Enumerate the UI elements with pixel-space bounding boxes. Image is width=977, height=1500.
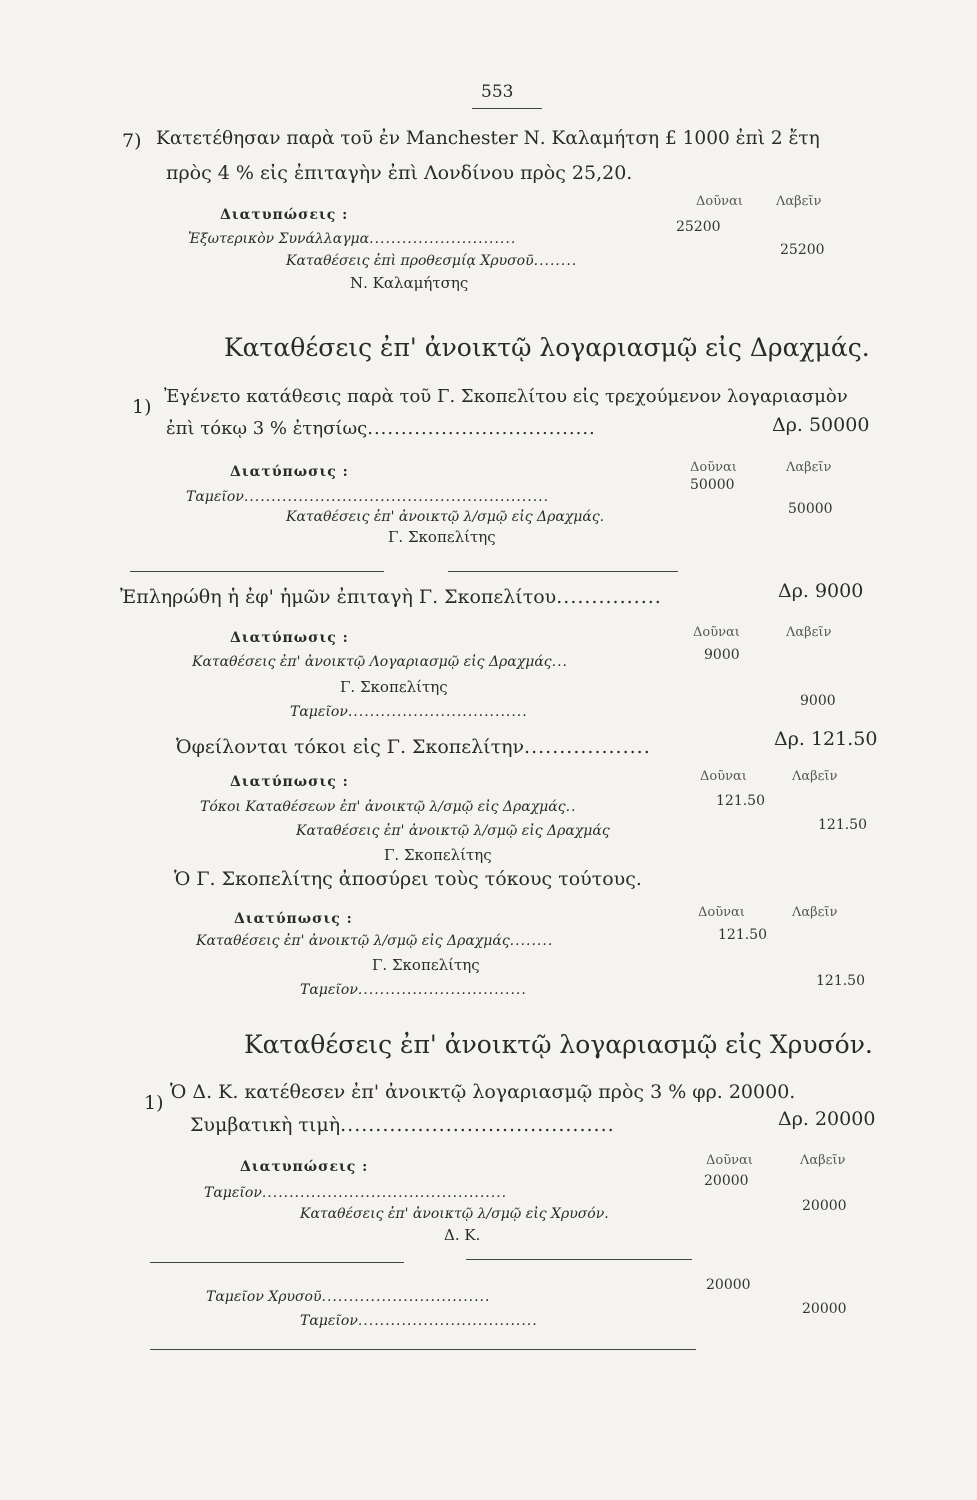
- s4-col-give: Δοῦναι: [700, 769, 747, 784]
- s6-line-1: Ὁ Δ. Κ. κατέθεσεν ἐπ' ἀνοικτῷ λογαριασμῷ πρὸς 3 % φρ. 20000.: [170, 1081, 796, 1103]
- s4-entry-1-amount: 121.50: [716, 793, 765, 809]
- s3-col-take: Λαβεῖν: [786, 625, 832, 640]
- s6-para-number: 1): [144, 1092, 164, 1114]
- s2-entry-3: Γ. Σκοπελίτης: [388, 528, 496, 546]
- s6-line-2: Συμβατικὴ τιμὴ.......................................: [190, 1114, 615, 1136]
- s1-entry-1-amount: 25200: [676, 219, 721, 235]
- s7-entry-1: Ταμεῖον Χρυσοῦ...............................: [206, 1289, 491, 1305]
- s4-line-1: Ὀφείλονται τόκοι εἰς Γ. Σκοπελίτην..................: [176, 736, 651, 758]
- s5-entry-1: Καταθέσεις ἐπ' ἀνοικτῷ λ/σμῷ εἰς Δραχμάς........: [196, 933, 554, 949]
- s7-entry-1-amount: 20000: [706, 1277, 751, 1293]
- s1-col-give: Δοῦναι: [696, 194, 743, 209]
- s1-line-1: Κατετέθησαν παρὰ τοῦ ἐν Manchester Ν. Καλαμήτση £ 1000 ἐπὶ 2 ἔτη: [156, 128, 820, 149]
- heading-gold: Καταθέσεις ἐπ' ἀνοικτῷ λογαριασμῷ εἰς Χρυσόν.: [244, 1030, 873, 1059]
- s1-entry-3: Ν. Καλαμήτσης: [350, 274, 469, 292]
- s5-entry-1-amount: 121.50: [718, 927, 767, 943]
- s5-entry-3-amount: 121.50: [816, 973, 865, 989]
- s5-diatyposis: Διατύπωσις :: [234, 911, 353, 927]
- s6-rule-left: [150, 1262, 404, 1263]
- page-number: 553: [481, 82, 514, 102]
- s2-entry-2-amount: 50000: [788, 501, 833, 517]
- s2-col-give: Δοῦναι: [690, 460, 737, 475]
- s1-col-take: Λαβεῖν: [776, 194, 822, 209]
- s3-entry-1: Καταθέσεις ἐπ' ἀνοικτῷ Λογαριασμῷ εἰς Δραχμάς...: [192, 654, 568, 670]
- s2-line-2-amount: Δρ. 50000: [772, 414, 870, 436]
- s3-line-1: Ἐπληρώθη ἡ ἐφ' ἡμῶν ἐπιταγὴ Γ. Σκοπελίτου...............: [120, 586, 662, 608]
- s3-col-give: Δοῦναι: [693, 625, 740, 640]
- s4-entry-3: Γ. Σκοπελίτης: [384, 846, 492, 864]
- s2-rule-left: [130, 571, 384, 572]
- s5-col-take: Λαβεῖν: [792, 905, 838, 920]
- s1-entry-1: Ἐξωτερικὸν Συνάλλαγμα...........................: [188, 231, 517, 247]
- s1-diatyposis: Διατυπώσεις :: [220, 207, 349, 223]
- s6-col-give: Δοῦναι: [706, 1153, 753, 1168]
- s1-para-number: 7): [122, 130, 142, 152]
- s2-entry-2: Καταθέσεις ἐπ' ἀνοικτῷ λ/σμῷ εἰς Δραχμάς.: [286, 509, 605, 525]
- s6-rule-right: [466, 1259, 692, 1260]
- page-number-rule: [472, 108, 542, 109]
- s5-entry-2: Γ. Σκοπελίτης: [372, 956, 480, 974]
- s6-entry-3: Δ. Κ.: [444, 1226, 481, 1244]
- s4-diatyposis: Διατύπωσις :: [230, 774, 349, 790]
- s6-entry-2-amount: 20000: [802, 1198, 847, 1214]
- heading-drachmas: Καταθέσεις ἐπ' ἀνοικτῷ λογαριασμῷ εἰς Δραχμάς.: [224, 333, 870, 362]
- s6-entry-2: Καταθέσεις ἐπ' ἀνοικτῷ λ/σμῷ εἰς Χρυσόν.: [300, 1206, 609, 1222]
- s2-line-2: ἐπὶ τόκῳ 3 % ἐτησίως..................................: [166, 418, 596, 439]
- s2-rule-right: [448, 571, 678, 572]
- s3-entry-1-amount: 9000: [704, 647, 740, 663]
- s5-line-1: Ὁ Γ. Σκοπελίτης ἀποσύρει τοὺς τόκους τούτους.: [174, 868, 642, 890]
- s2-para-number: 1): [132, 396, 152, 418]
- s6-col-take: Λαβεῖν: [800, 1153, 846, 1168]
- s4-entry-1: Τόκοι Καταθέσεων ἐπ' ἀνοικτῷ λ/σμῷ εἰς Δραχμάς..: [200, 799, 577, 815]
- s7-rule: [150, 1349, 696, 1350]
- s6-line-2-amount: Δρ. 20000: [778, 1108, 876, 1130]
- s2-entry-1: Ταμεῖον........................................................: [186, 489, 550, 505]
- s3-entry-3-amount: 9000: [800, 693, 836, 709]
- s4-line-1-amount: Δρ. 121.50: [774, 728, 878, 750]
- s7-entry-2-amount: 20000: [802, 1301, 847, 1317]
- s4-entry-2: Καταθέσεις ἐπ' ἀνοικτῷ λ/σμῷ εἰς Δραχμάς: [296, 823, 610, 839]
- s5-entry-3: Ταμεῖον...............................: [300, 982, 527, 998]
- s7-entry-2: Ταμεῖον.................................: [300, 1313, 538, 1329]
- s3-entry-3: Ταμεῖον.................................: [290, 704, 528, 720]
- s6-diatyposis: Διατυπώσεις :: [240, 1159, 369, 1175]
- s2-diatyposis: Διατύπωσις :: [230, 464, 349, 480]
- s4-col-take: Λαβεῖν: [792, 769, 838, 784]
- s4-entry-2-amount: 121.50: [818, 817, 867, 833]
- s2-line-1: Ἐγένετο κατάθεσις παρὰ τοῦ Γ. Σκοπελίτου εἰς τρεχούμενον λογαριασμὸν: [164, 386, 848, 407]
- s3-diatyposis: Διατύπωσις :: [230, 630, 349, 646]
- s2-col-take: Λαβεῖν: [786, 460, 832, 475]
- s1-entry-2-amount: 25200: [780, 242, 825, 258]
- s5-col-give: Δοῦναι: [698, 905, 745, 920]
- s3-line-1-amount: Δρ. 9000: [778, 580, 864, 602]
- s1-line-2: πρὸς 4 % εἰς ἐπιταγὴν ἐπὶ Λονδίνου πρὸς 25,20.: [166, 162, 633, 184]
- s6-entry-1-amount: 20000: [704, 1173, 749, 1189]
- s3-entry-2: Γ. Σκοπελίτης: [340, 678, 448, 696]
- s1-entry-2: Καταθέσεις ἐπὶ προθεσμίᾳ Χρυσοῦ........: [286, 253, 578, 269]
- s6-entry-1: Ταμεῖον.............................................: [204, 1185, 508, 1201]
- s2-entry-1-amount: 50000: [690, 477, 735, 493]
